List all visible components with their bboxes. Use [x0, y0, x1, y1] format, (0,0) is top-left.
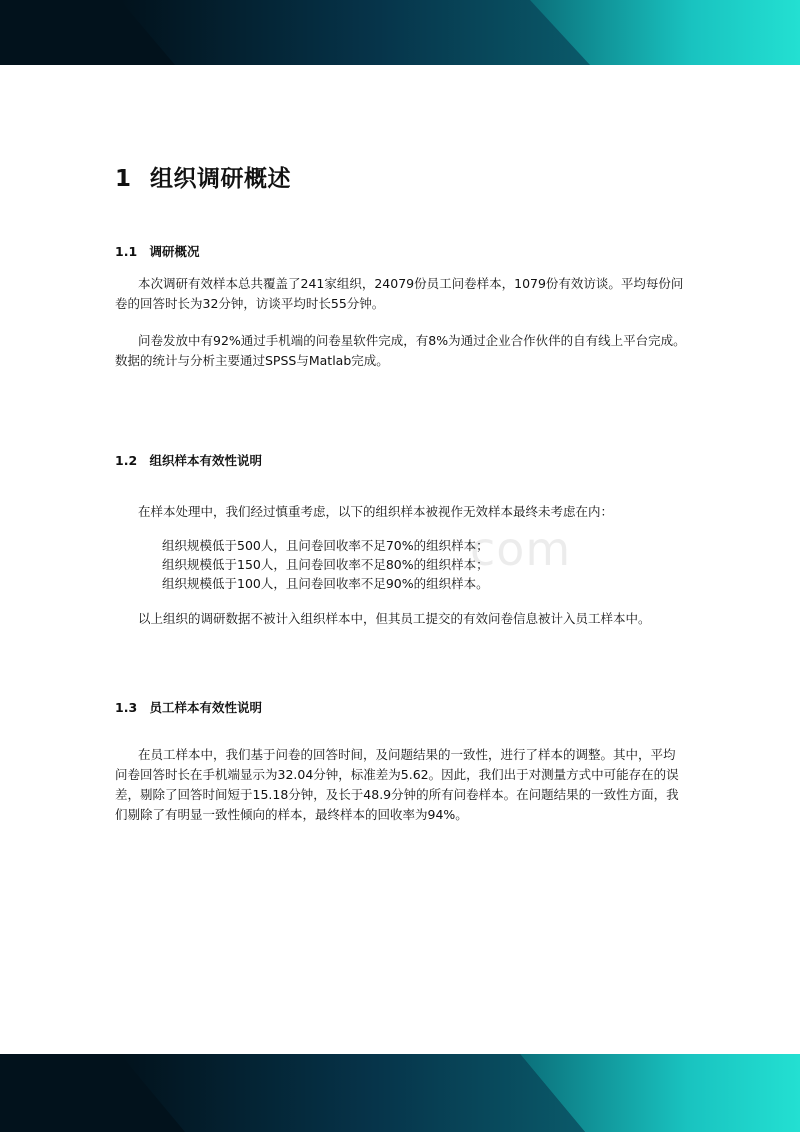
section-heading-1-2 — [115, 451, 262, 469]
section-number: 1.2 — [115, 453, 138, 468]
chapter-heading — [115, 160, 291, 193]
chapter-title: 组织调研概述 — [150, 166, 292, 192]
header-banner-graphic — [0, 0, 800, 65]
section-heading-1-3 — [115, 698, 262, 716]
intro-text: 在样本处理中，我们经过慎重考虑，以下的组织样本被视作无效样本最终未考虑在内： — [138, 504, 614, 519]
section-title: 员工样本有效性说明 — [149, 700, 263, 715]
section-number: 1.1 — [115, 244, 138, 259]
footer-banner — [0, 1054, 800, 1132]
list-item: 组织规模低于100人，且问卷回收率不足90%的组织样本。 — [162, 576, 489, 591]
criteria-list — [162, 536, 489, 593]
chapter-number: 1 — [115, 166, 132, 192]
list-item: 组织规模低于150人，且问卷回收率不足80%的组织样本； — [162, 557, 489, 572]
section-title: 调研概况 — [149, 244, 200, 259]
paragraph: 在员工样本中，我们基于问卷的回答时间，及问题结果的一致性，进行了样本的调整。其中，平均问卷回答时长在手机端显示为32.04分钟，标准差为5.62。因此，我们出于对测量方式中可能存在的误差，剔除了回答时间短于15.18分钟，及长于48.9分钟的所有问卷样本。在问题结果的一致性方面，我们剔除了有明显一致性倾向的样本，最终样本的回收率为94%。 — [115, 747, 679, 822]
list-item: 组织规模低于500人，且问卷回收率不足70%的组织样本； — [162, 538, 489, 553]
paragraph: 以上组织的调研数据不被计入组织样本中，但其员工提交的有效问卷信息被计入员工样本中。 — [138, 611, 651, 626]
section-title: 组织样本有效性说明 — [149, 453, 263, 468]
watermark: com — [470, 522, 572, 576]
section-number: 1.3 — [115, 700, 138, 715]
section-heading-1-1 — [115, 242, 200, 260]
paragraph: 本次调研有效样本总共覆盖了241家组织，24079份员工问卷样本，1079份有效访谈。平均每份问卷的回答时长为32分钟，访谈平均时长55分钟。 — [115, 276, 684, 311]
paragraph: 问卷发放中有92%通过手机端的问卷星软件完成，有8%为通过企业合作伙伴的自有线上平台完成。数据的统计与分析主要通过SPSS与Matlab完成。 — [115, 333, 686, 368]
footer-banner-graphic — [0, 1054, 800, 1132]
header-banner — [0, 0, 800, 65]
